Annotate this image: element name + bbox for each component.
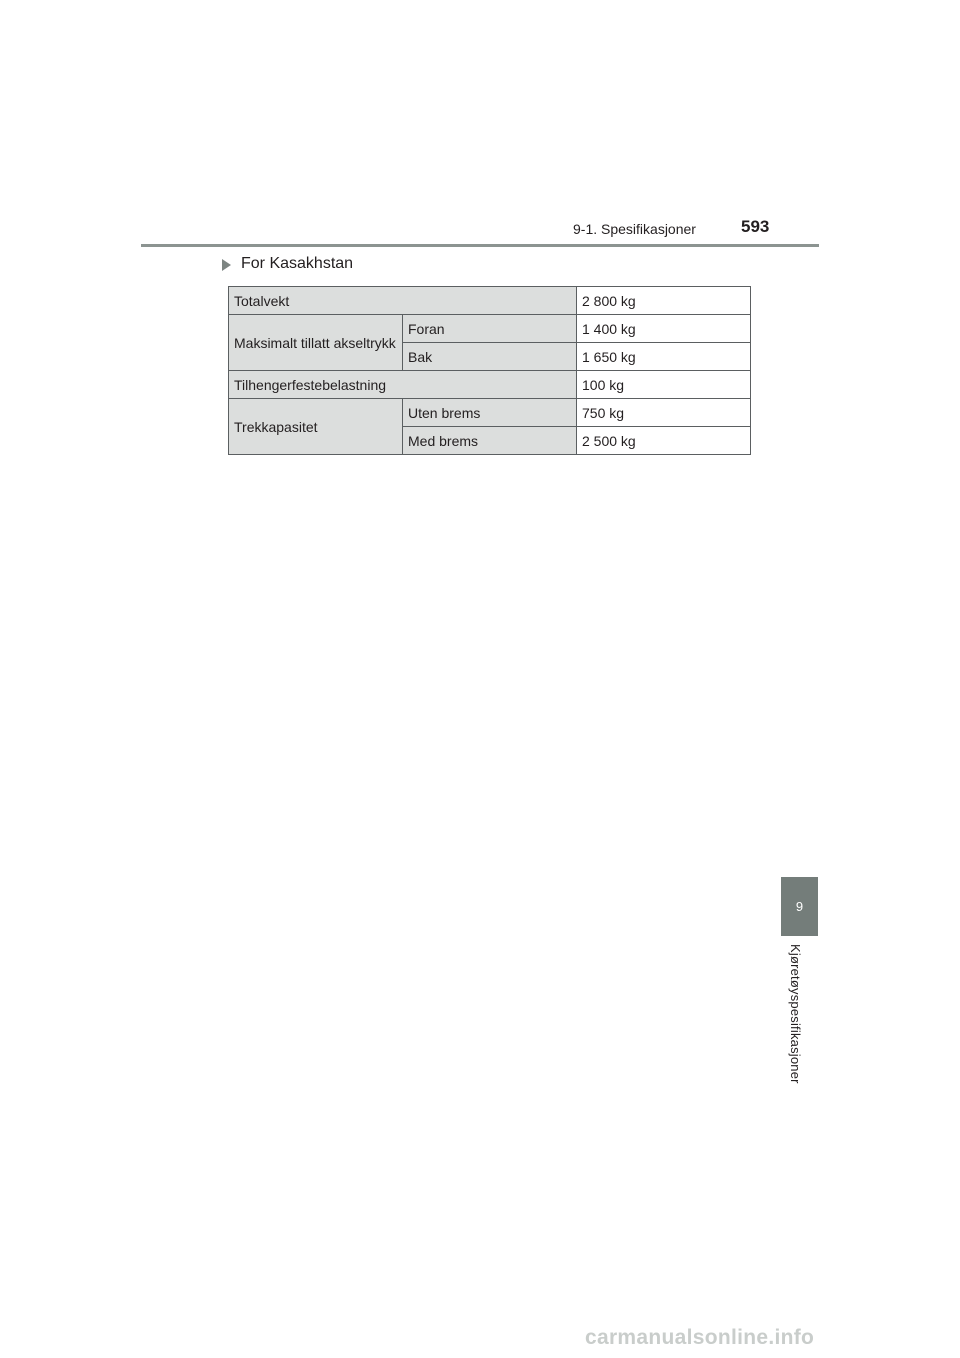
triangle-bullet-icon [222, 259, 231, 271]
table-cell-value: 2 500 kg [577, 427, 751, 455]
table-cell-label: Maksimalt tillatt akseltrykk [229, 315, 403, 371]
table-row [229, 371, 751, 399]
table-cell-sublabel: Foran [403, 315, 577, 343]
table-cell-value: 1 650 kg [577, 343, 751, 371]
table-cell-value: 750 kg [577, 399, 751, 427]
table-cell-label: Totalvekt [229, 287, 577, 315]
table-row [229, 287, 751, 315]
watermark: carmanualsonline.info [585, 1326, 815, 1349]
chapter-tab: 9 [781, 877, 818, 936]
subheading-text: For Kasakhstan [241, 255, 354, 272]
table-cell-label: Tilhengerfestebelastning [229, 371, 577, 399]
table-cell-value: 2 800 kg [577, 287, 751, 315]
table-cell-sublabel: Uten brems [403, 399, 577, 427]
table-cell-sublabel: Bak [403, 343, 577, 371]
table-cell-value: 100 kg [577, 371, 751, 399]
header-divider [141, 244, 819, 247]
subheading [222, 255, 353, 273]
table-cell-sublabel: Med brems [403, 427, 577, 455]
section-title: 9-1. Spesifikasjoner [573, 221, 696, 237]
page-number: 593 [741, 217, 770, 236]
table-cell-label: Trekkapasitet [229, 399, 403, 455]
table-row [229, 399, 751, 427]
chapter-title-vertical: Kjøretøyspesifikasjoner [788, 944, 803, 1084]
table-row [229, 315, 751, 343]
table-cell-value: 1 400 kg [577, 315, 751, 343]
weight-spec-table [228, 286, 751, 455]
